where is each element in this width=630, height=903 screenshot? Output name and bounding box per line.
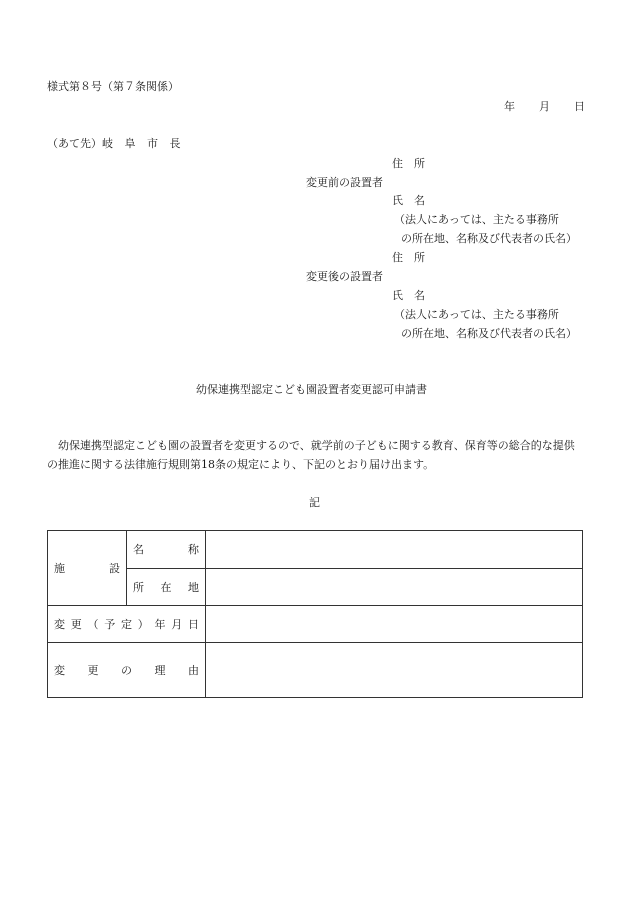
addressee <box>47 137 185 151</box>
before-address-label: 住 所 <box>392 157 425 170</box>
change-date-char-3: （ <box>87 618 99 631</box>
name-label-char-1: 名 <box>133 543 144 557</box>
document-title: 幼保連携型認定こども園設置者変更認可申請書 <box>196 383 427 396</box>
change-reason-value[interactable] <box>206 643 583 698</box>
change-reason-char-3: の <box>121 664 132 677</box>
form-number: 様式第８号（第７条関係） <box>47 80 179 93</box>
after-note-line2: の所在地、名称及び代表者の氏名） <box>401 327 577 340</box>
change-reason-char-2: 更 <box>87 664 99 677</box>
after-note-line1: （法人にあっては、主たる事務所 <box>394 308 559 321</box>
change-date-char-8: 月 <box>171 618 183 631</box>
change-date-char-2: 更 <box>70 618 82 631</box>
change-date-value[interactable] <box>206 606 583 643</box>
name-label-char-2: 称 <box>188 543 199 557</box>
application-table <box>47 530 583 698</box>
facility-location-value[interactable] <box>206 568 583 606</box>
before-note-line1: （法人にあっては、主たる事務所 <box>394 213 559 226</box>
change-reason-label-cell <box>48 643 206 698</box>
name-label-cell <box>127 531 206 569</box>
after-name-label: 氏 名 <box>392 289 425 302</box>
date-year-label: 年 <box>504 100 515 113</box>
facility-label-cell <box>48 531 127 606</box>
change-date-char-6: ） <box>137 618 149 631</box>
after-role-label: 変更後の設置者 <box>306 270 383 283</box>
change-date-char-9: 日 <box>188 618 199 631</box>
body-line1: 幼保連携型認定こども園の設置者を変更するので、就学前の子どもに関する教育、保育等の総合的な提供 <box>58 439 575 452</box>
location-label-char-2: 在 <box>160 580 172 594</box>
change-date-char-5: 定 <box>121 618 132 631</box>
ki-label: 記 <box>309 496 320 509</box>
body-line2: の推進に関する法律施行規則第18条の規定により、下記のとおり届け出ます。 <box>47 458 435 471</box>
after-address-label: 住 所 <box>392 251 425 264</box>
before-role-label: 変更前の設置者 <box>306 176 383 189</box>
location-label-cell <box>127 568 206 606</box>
location-label-char-3: 地 <box>188 580 199 594</box>
facility-name-value[interactable] <box>206 531 583 569</box>
facility-label-char-2: 設 <box>109 562 120 575</box>
date-month-label: 月 <box>539 100 550 113</box>
date-day-label: 日 <box>574 100 585 113</box>
before-note-line2: の所在地、名称及び代表者の氏名） <box>401 232 577 245</box>
addressee-name: 岐 阜 市 長 <box>102 137 185 150</box>
change-reason-char-1: 変 <box>54 664 65 677</box>
facility-label-char-1: 施 <box>54 562 65 575</box>
change-reason-char-5: 由 <box>188 664 199 677</box>
before-name-label: 氏 名 <box>392 194 425 207</box>
addressee-prefix: （あて先） <box>47 137 102 150</box>
location-label-char-1: 所 <box>133 580 144 594</box>
change-date-char-7: 年 <box>154 618 166 631</box>
change-date-char-1: 変 <box>54 618 65 631</box>
change-reason-char-4: 理 <box>154 664 166 677</box>
change-date-label-cell <box>48 606 206 643</box>
change-date-char-4: 予 <box>104 618 116 631</box>
